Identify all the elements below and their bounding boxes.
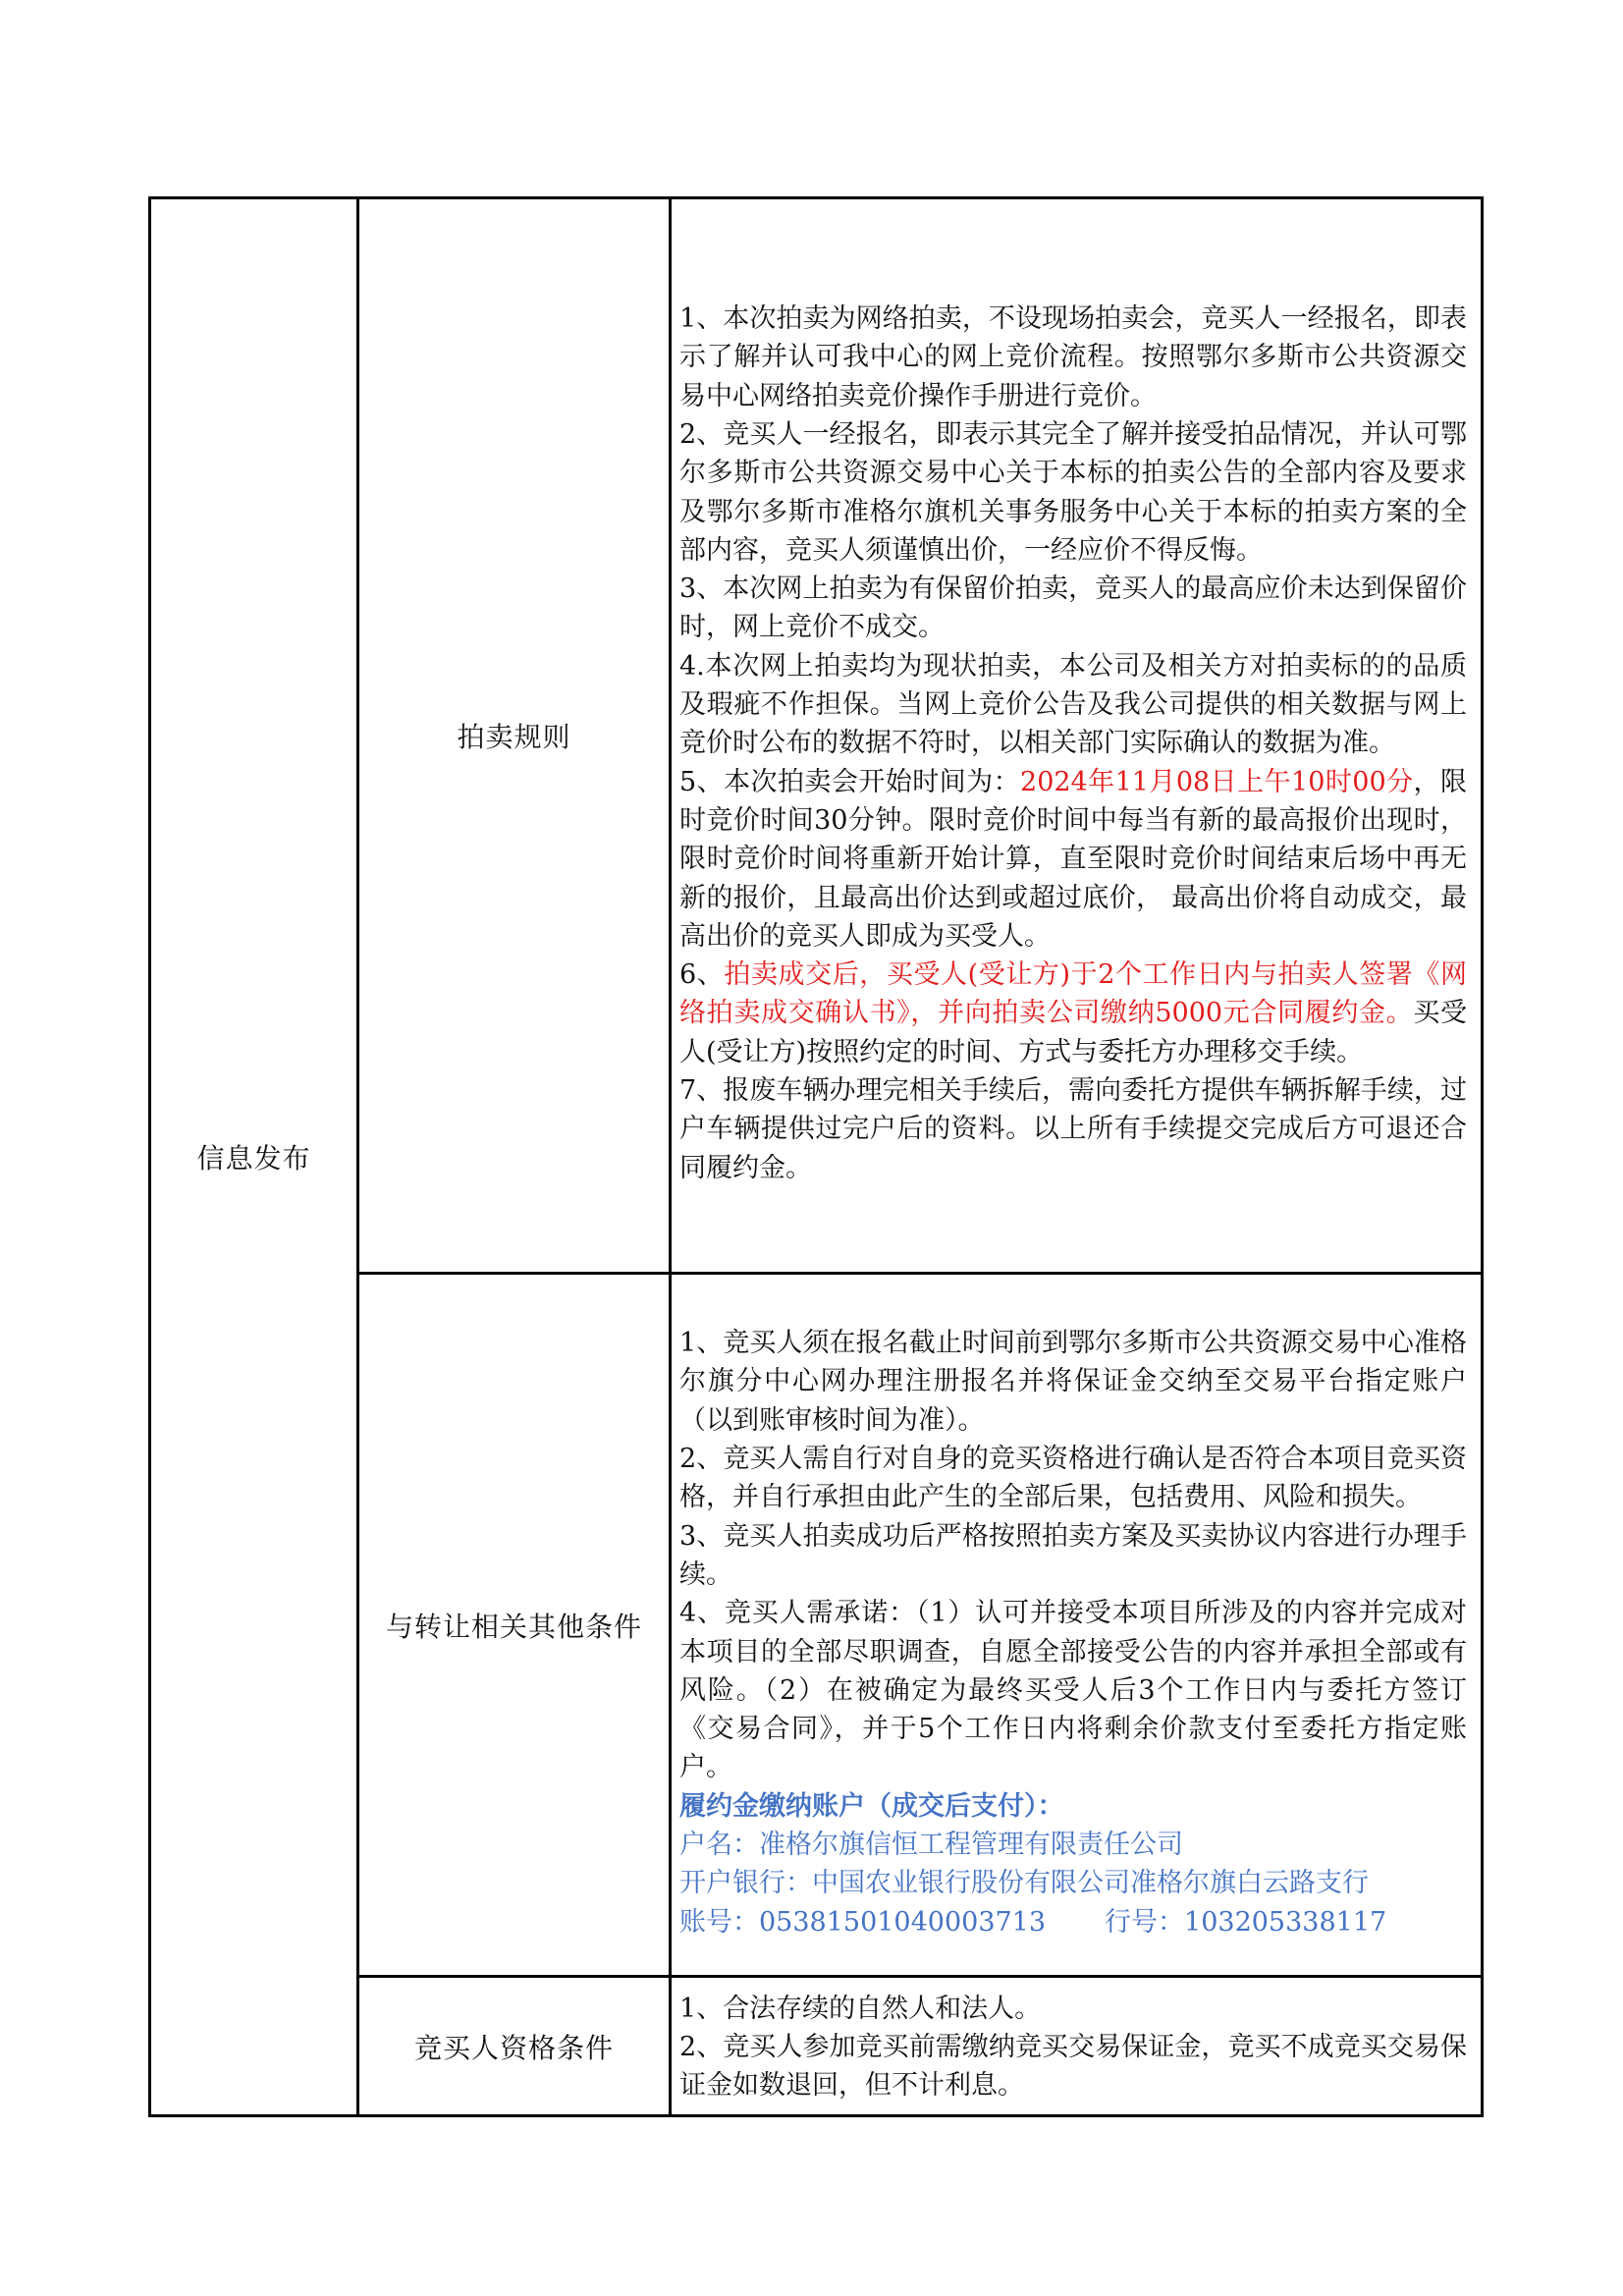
row-label-cell <box>358 1977 671 2116</box>
rule-5-suffix: ，限时竞价时间30分钟。限时竞价时间中每当有新的最高报价出现时，限时竞价时间将重新开始计算，直至限时竞价时间结束后场中再无新的报价，且最高出价达到或超过底价， 最高出价将自动成交，最高出价的竞买人即成为买受人。 <box>679 766 1467 952</box>
condition-item-1: 1、竞买人须在报名截止时间前到鄂尔多斯市公共资源交易中心准格尔旗分中心网办理注册报名并将保证金交纳至交易平台指定账户（以到账审核时间为准）。 <box>679 1328 1467 1436</box>
account-bank: 开户银行：中国农业银行股份有限公司准格尔旗白云路支行 <box>679 1868 1369 1899</box>
bank-code: 行号：103205338117 <box>1105 1906 1387 1938</box>
rule-6-highlight: 拍卖成交后，买受人(受让方)于2个工作日内与拍卖人签署《网络拍卖成交确认书》，并向拍卖公司缴纳5000元合同履约金。 <box>679 959 1467 1029</box>
rule-item-4: 4.本次网上拍卖均为现状拍卖，本公司及相关方对拍卖标的的品质及瑕疵不作担保。当网上竞价公告及我公司提供的相关数据与网上竞价时公布的数据不符时，以相关部门实际确认的数据为准。 <box>679 650 1467 759</box>
account-name: 户名：准格尔旗信恒工程管理有限责任公司 <box>679 1829 1183 1860</box>
transfer-conditions-content <box>671 1274 1483 1977</box>
info-table <box>148 196 1484 2117</box>
transfer-conditions-label: 与转让相关其他条件 <box>385 1610 642 1643</box>
account-number: 账号：05381501040003713 <box>679 1906 1047 1938</box>
qualification-item-2: 2、竞买人参加竞买前需缴纳竞买交易保证金，竞买不成竞买交易保证金如数退回，但不计利息。 <box>679 2031 1467 2102</box>
auction-rules-content <box>671 198 1483 1274</box>
row-label-cell <box>358 198 671 1274</box>
account-number-line <box>679 1903 1467 1941</box>
rule-item-1: 1、本次拍卖为网络拍卖，不设现场拍卖会，竞买人一经报名，即表示了解并认可我中心的网上竞价流程。按照鄂尔多斯市公共资源交易中心网络拍卖竞价操作手册进行竞价。 <box>679 303 1467 411</box>
rule-item-6 <box>679 956 1467 1071</box>
category-label: 信息发布 <box>196 1142 311 1175</box>
qualification-item-1: 1、合法存续的自然人和法人。 <box>679 1993 1042 2024</box>
rule-6-prefix: 6、 <box>679 959 725 991</box>
auction-start-time: 2024年11月08日上午10时00分 <box>1020 766 1414 797</box>
bidder-qualification-label: 竞买人资格条件 <box>413 2031 614 2064</box>
category-cell <box>150 198 358 2116</box>
condition-item-4: 4、竞买人需承诺：（1）认可并接受本项目所涉及的内容并完成对本项目的全部尽职调查，自愿全部接受公告的内容并承担全部或有风险。（2）在被确定为最终买受人后3个工作日内与委托方签订《交易合同》，并于5个工作日内将剩余价款支付至委托方指定账户。 <box>679 1598 1467 1783</box>
account-heading: 履约金缴纳账户（成交后支付）： <box>679 1790 1064 1822</box>
condition-item-3: 3、竞买人拍卖成功后严格按照拍卖方案及买卖协议内容进行办理手续。 <box>679 1520 1467 1590</box>
rule-item-7: 7、报废车辆办理完相关手续后，需向委托方提供车辆拆解手续，过户车辆提供过完户后的资料。以上所有手续提交完成后方可退还合同履约金。 <box>679 1075 1467 1183</box>
rule-item-2: 2、竞买人一经报名，即表示其完全了解并接受拍品情况，并认可鄂尔多斯市公共资源交易中心关于本标的拍卖公告的全部内容及要求及鄂尔多斯市准格尔旗机关事务服务中心关于本标的拍卖方案的全部内容，竞买人须谨慎出价，一经应价不得反悔。 <box>679 418 1467 566</box>
rule-item-5 <box>679 763 1467 956</box>
rule-6-suffix: 买受人(受让方)按照约定的时间、方式与委托方办理移交手续。 <box>679 998 1468 1067</box>
row-label-cell <box>358 1274 671 1977</box>
auction-rules-label: 拍卖规则 <box>457 721 571 753</box>
rule-item-3: 3、本次网上拍卖为有保留价拍卖，竞买人的最高应价未达到保留价时，网上竞价不成交。 <box>679 574 1467 643</box>
bidder-qualification-content <box>671 1977 1483 2116</box>
rule-5-prefix: 5、本次拍卖会开始时间为： <box>679 766 1021 797</box>
condition-item-2: 2、竞买人需自行对自身的竞买资格进行确认是否符合本项目竞买资格，并自行承担由此产生的全部后果，包括费用、风险和损失。 <box>679 1444 1467 1513</box>
